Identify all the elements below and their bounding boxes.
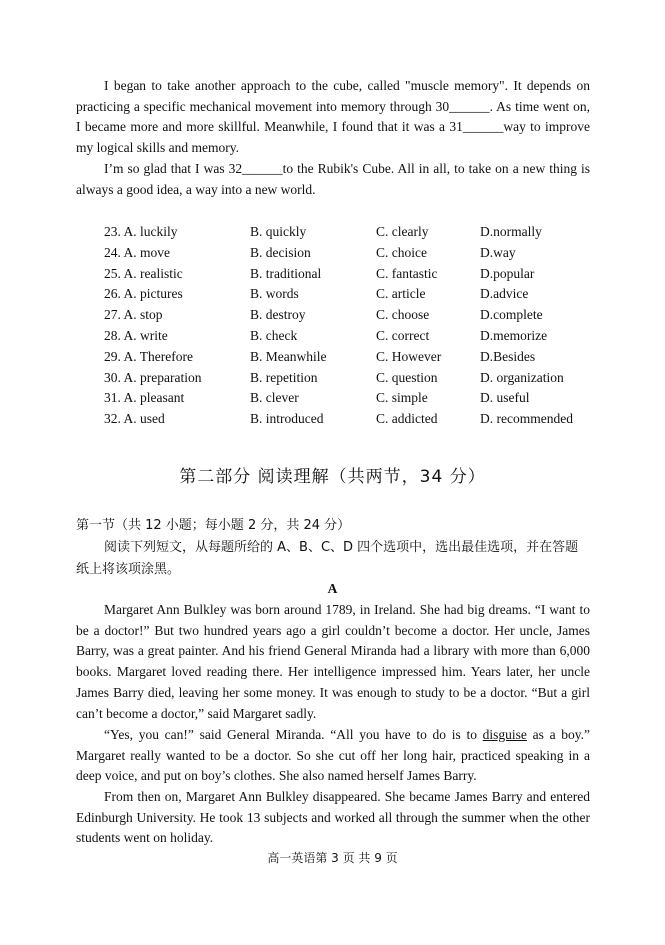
option-row-24	[104, 243, 604, 264]
passage-a-paragraph-3	[76, 787, 590, 849]
option-b: B. traditional	[250, 265, 322, 281]
option-a: 32. A. used	[104, 411, 165, 427]
option-b: B. words	[250, 286, 299, 302]
passage-a-paragraph-2	[76, 725, 590, 787]
passage-label: A	[327, 581, 338, 596]
option-c: C. fantastic	[376, 265, 438, 281]
option-a: 27. A. stop	[104, 307, 163, 323]
option-d: D. useful	[480, 390, 530, 406]
option-b: B. introduced	[250, 411, 324, 427]
section-title: 第二部分 阅读理解（共两节，34 分）	[179, 467, 486, 487]
option-c: C. question	[376, 369, 438, 385]
option-row-26	[104, 284, 604, 305]
option-c: C. addicted	[376, 411, 438, 427]
section-instruction	[76, 537, 590, 581]
passage-a-paragraph-2-start: “Yes, you can!” said General Miranda. “All you have to do is to	[104, 727, 483, 742]
option-c: C. simple	[376, 390, 428, 406]
option-c: C. article	[376, 286, 426, 302]
passage-a-paragraph-1-text: Margaret Ann Bulkley was born around 1789, in Ireland. She had big dreams. “I want to be a doctor!” But two hundred years ago a girl couldn’t become a doctor. Her uncle, James Barry, was a great painter. And his friend General Miranda had a library with more than 6,000 books. Margaret loved reading there. Her intelligence impressed him. Years later, her uncle James Barry died, leaving her some money. It was enough to study to be a doctor. “But a girl can’t become a doctor,” said Margaret sadly.	[76, 602, 590, 721]
option-row-32	[104, 409, 604, 430]
cloze-paragraph-1-text: I began to take another approach to the cube, called "muscle memory". It depends on practicing a specific mechanical movement into memory through 30______. As time went on, I became more and more skillful. Meanwhile, I found that it was a 31______way to improve my logical skills and memory.	[76, 78, 590, 156]
option-d: D. organization	[480, 369, 564, 385]
option-b: B. check	[250, 327, 298, 343]
passage-a-paragraph-2-end: as a boy.” Margaret really wanted to be a doctor. So she cut off her long hair, practiced speaking in a deep voice, and put on boy’s clothes. She also named herself James Barry.	[76, 727, 591, 784]
option-d: D.normally	[480, 224, 542, 239]
option-c: C. However	[376, 348, 442, 364]
option-d: D.complete	[480, 307, 543, 323]
option-row-30	[104, 368, 604, 389]
option-b: B. Meanwhile	[250, 348, 327, 364]
option-b: B. decision	[250, 244, 311, 260]
passage-a-paragraph-1	[76, 600, 590, 724]
section-subheading: 第一节（共 12 小题；每小题 2 分，共 24 分）	[76, 518, 351, 533]
option-row-25	[104, 264, 604, 285]
option-row-23	[104, 222, 604, 243]
cloze-paragraph-1	[76, 76, 590, 159]
option-d: D.way	[480, 244, 516, 260]
option-a: 23. A. luckily	[104, 224, 178, 239]
option-d: D.memorize	[480, 327, 548, 343]
answer-options-table	[104, 222, 604, 430]
option-b: B. quickly	[250, 224, 307, 239]
cloze-paragraph-2-text: I’m so glad that I was 32______to the Rubik's Cube. All in all, to take on a new thing is always a good idea, a way into a new world.	[76, 161, 590, 197]
cloze-paragraph-2	[76, 159, 590, 200]
option-b: B. repetition	[250, 369, 318, 385]
option-b: B. clever	[250, 390, 299, 406]
option-c: C. choose	[376, 307, 430, 323]
option-row-31	[104, 388, 604, 409]
option-a: 25. A. realistic	[104, 265, 183, 281]
option-a: 26. A. pictures	[104, 286, 183, 302]
option-d: D.Besides	[480, 348, 536, 364]
option-a: 29. A. Therefore	[104, 348, 193, 364]
passage-a-paragraph-3-text: From then on, Margaret Ann Bulkley disappeared. She became James Barry and entered Edinburgh University. He took 13 subjects and worked all through the summer when the other students went on holiday.	[76, 789, 590, 846]
underlined-word: disguise	[482, 727, 527, 742]
option-d: D.popular	[480, 265, 535, 281]
option-c: C. correct	[376, 327, 430, 343]
option-d: D. recommended	[480, 411, 573, 427]
option-d: D.advice	[480, 286, 529, 302]
option-c: C. clearly	[376, 224, 429, 239]
option-a: 24. A. move	[104, 244, 170, 260]
section-instruction-text: 阅读下列短文，从每题所给的 A、B、C、D 四个选项中，选出最佳选项，并在答题纸上将该项涂黑。	[76, 540, 579, 577]
option-row-29	[104, 347, 604, 368]
option-c: C. choice	[376, 244, 427, 260]
option-b: B. destroy	[250, 307, 306, 323]
option-a: 30. A. preparation	[104, 369, 202, 385]
option-row-28	[104, 326, 604, 347]
option-row-27	[104, 305, 604, 326]
option-a: 31. A. pleasant	[104, 390, 185, 406]
option-a: 28. A. write	[104, 327, 168, 343]
page-footer: 高一英语第 3 页 共 9 页	[267, 851, 398, 865]
